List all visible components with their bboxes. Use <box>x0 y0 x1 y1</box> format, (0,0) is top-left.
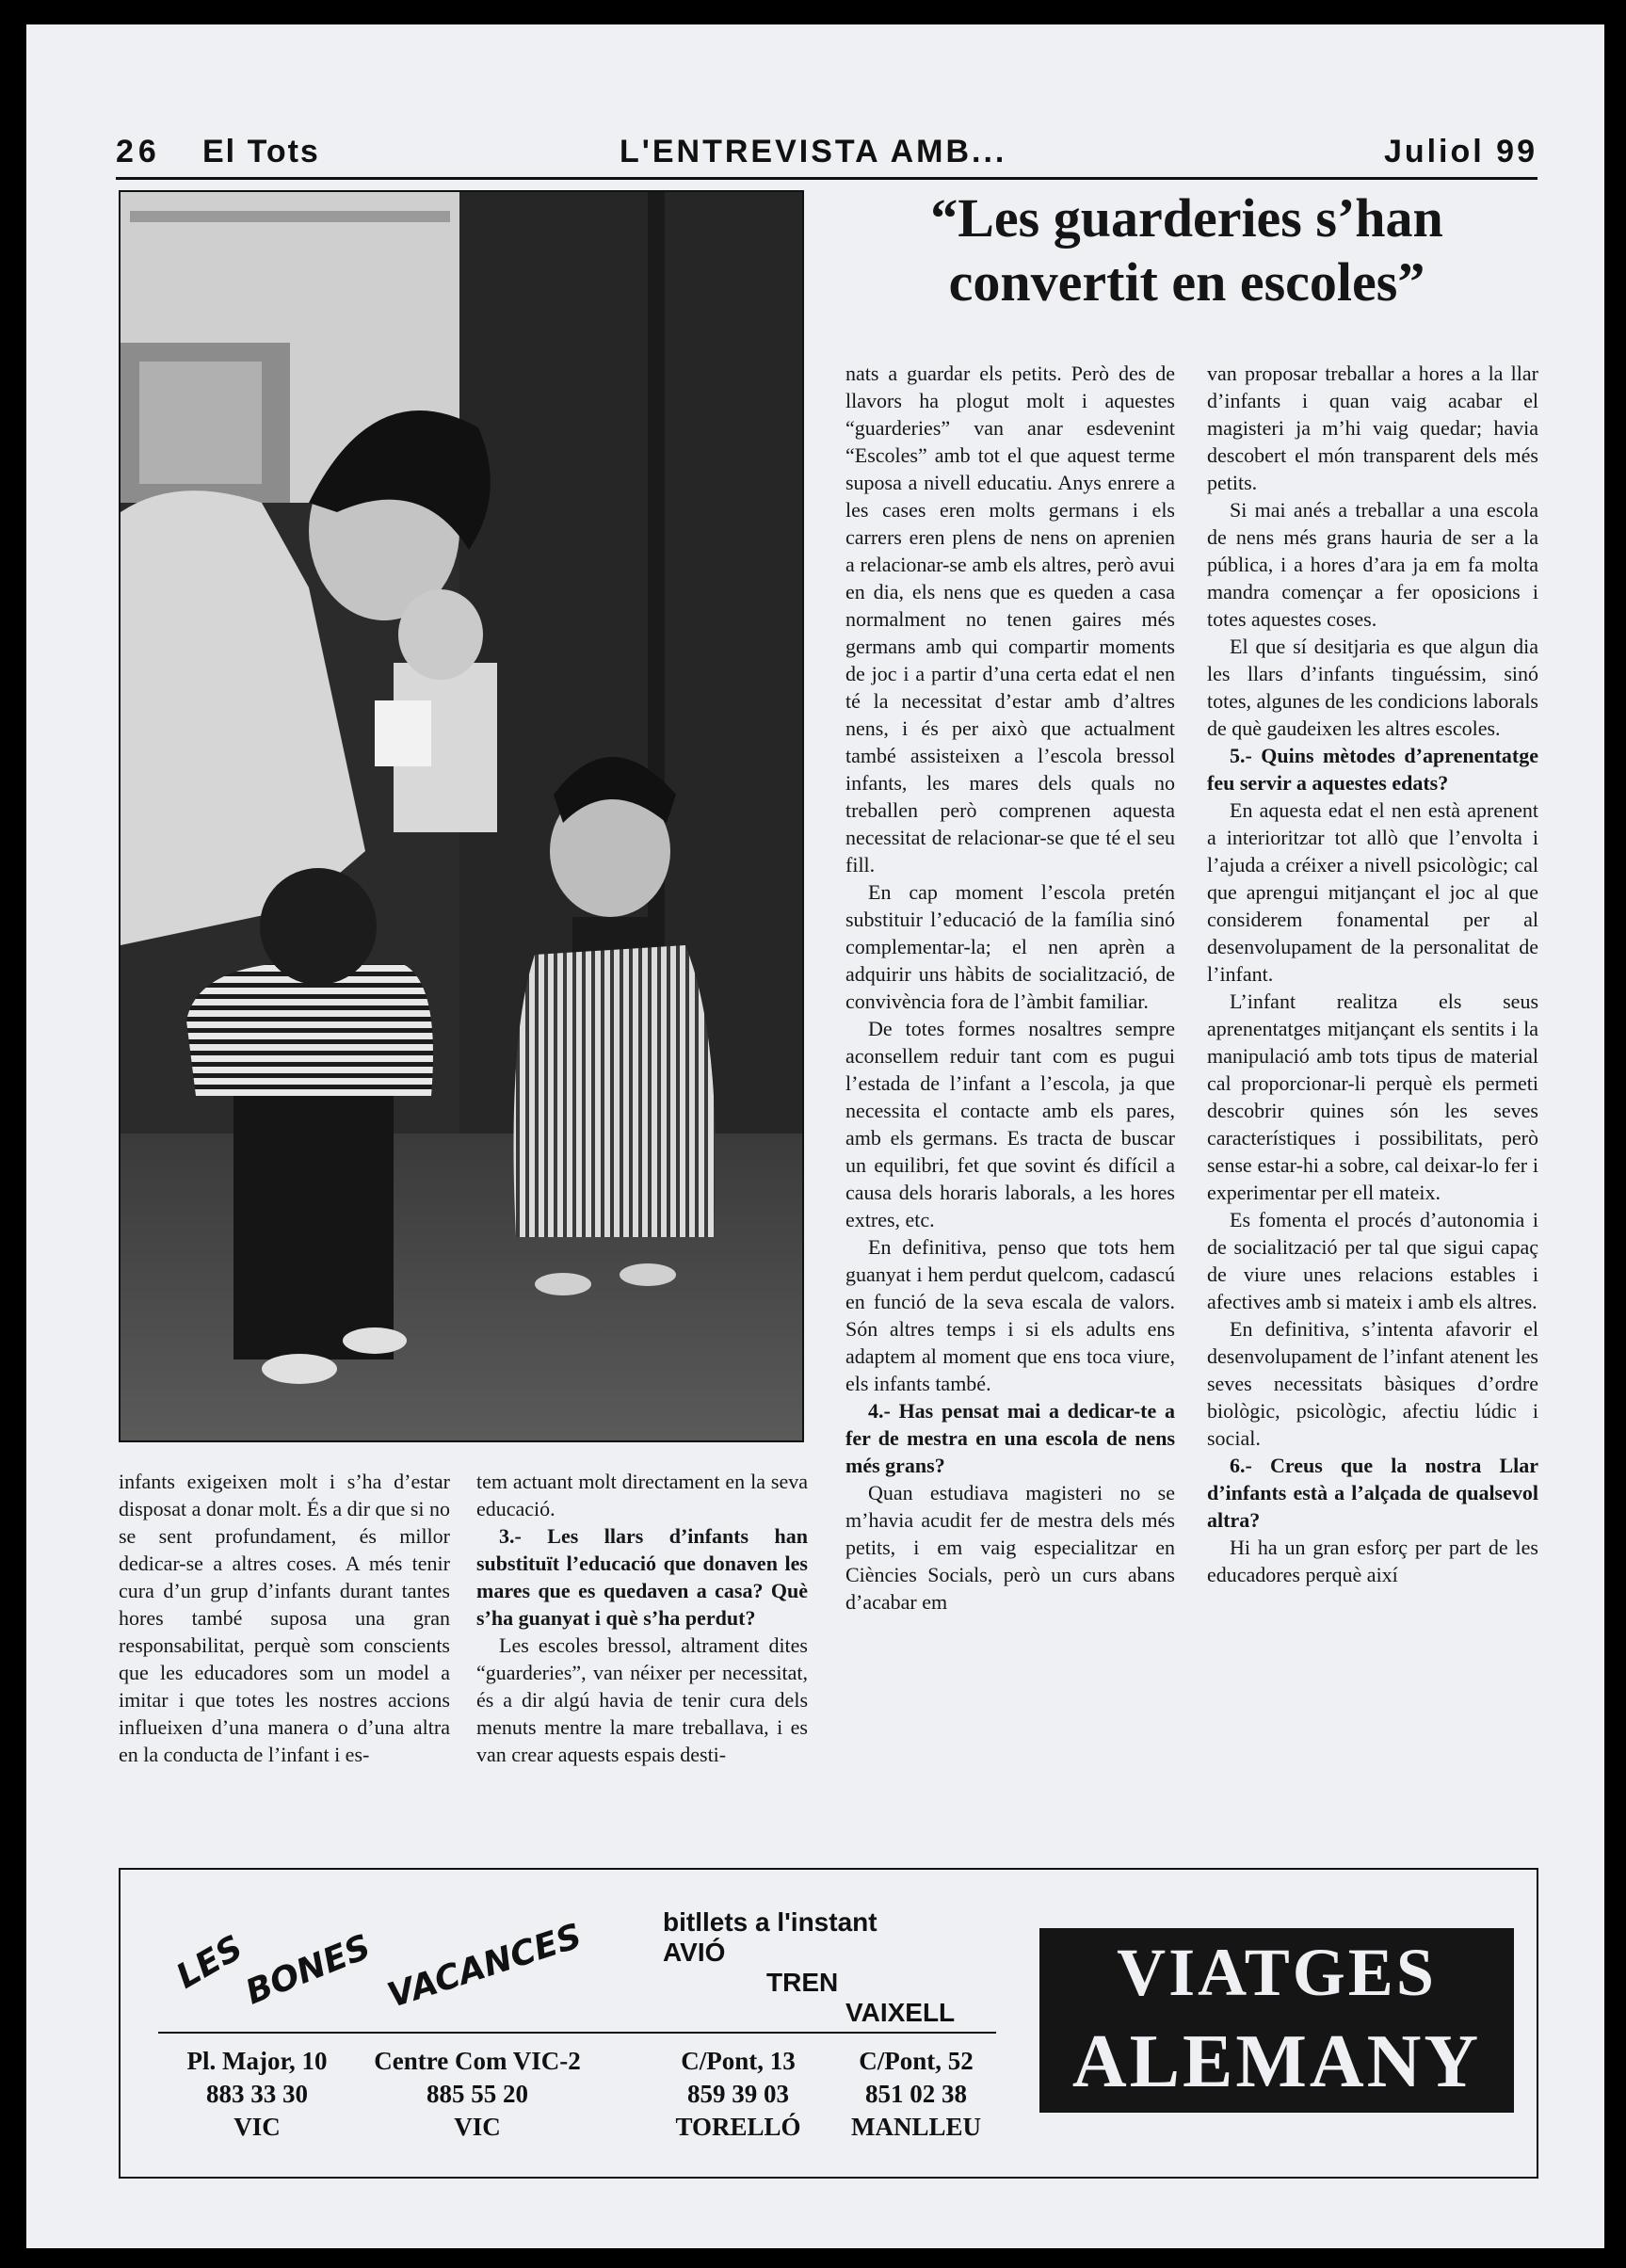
ad-tickets-line: bitllets a l'instant <box>663 1907 877 1937</box>
issue-date: Juliol 99 <box>1383 134 1537 169</box>
column-paragraph: En aquesta edat el nen està aprenent a interioritzar tot allò que l’envolta i l’ajuda a créixer a nivell psicològic; cal que aprengui mitjançant el joc al que considerem fonamental per al desenvolupament de la personalitat de l’infant. <box>1207 798 1538 986</box>
office-town: MANLLEU <box>850 2113 981 2141</box>
office-phone: 851 02 38 <box>865 2080 967 2108</box>
interview-question-5: 5.- Quins mètodes d’aprenentatge feu servir a aquestes edats? <box>1207 744 1538 795</box>
office-address: Centre Com VIC-2 <box>374 2047 581 2075</box>
office-town: VIC <box>233 2113 281 2141</box>
column-paragraph: Les escoles bressol, altrament dites “guarderies”, van néixer per necessitat, és a dir algú havia de tenir cura dels menuts mentre la mare treballava, i es van crear aquests espais desti- <box>476 1633 808 1766</box>
column-paragraph: De totes formes nosaltres sempre aconsellem reduir tant com es pugui l’estada de l’infant a l’escola, ja que necessita el contacte amb els pares, amb els germans. Es tracta de buscar un equilibri, fet que sovint és difícil a causa dels horaris laborals, a les hores extres, etc. <box>845 1017 1175 1231</box>
column-paragraph: L’infant realitza els seus aprenentatges mitjançant els sentits i la manipulació amb tots tipus de material cal proporcionar-li perquè els permeti descobrir quines són les seves característiques i possibilitats, però sense estar-hi a sobre, cal deixar-lo fer i experimentar per ell mateix. <box>1207 989 1538 1204</box>
office-manlleu <box>836 2045 996 2144</box>
publication-name: El Tots <box>202 134 320 169</box>
office-phone: 859 39 03 <box>687 2080 789 2108</box>
office-torello <box>663 2045 813 2144</box>
office-address: C/Pont, 13 <box>681 2047 796 2075</box>
column-paragraph: Hi ha un gran esforç per part de les educadores perquè així <box>1207 1536 1538 1586</box>
office-town: TORELLÓ <box>675 2113 801 2141</box>
office-vic-placa <box>158 2045 356 2144</box>
agency-logo-line-2: ALEMANY <box>1071 2020 1482 2103</box>
article-column-2 <box>476 1468 808 1844</box>
column-paragraph: En cap moment l’escola pretén substituir l’educació de la família sinó complementar-la; el nen aprèn a adquirir uns hàbits de socialització, de convivència fora de l’àmbit familiar. <box>845 880 1175 1013</box>
headline-line-1: “Les guarderies s’han <box>930 187 1443 249</box>
ad-transport-plane: AVIÓ <box>663 1938 726 1967</box>
agency-logo <box>1039 1928 1514 2113</box>
page-header <box>116 111 1537 180</box>
column-paragraph: van proposar treballar a hores a la llar d’infants i quan vaig acabar el magisteri ja m’hi vaig quedar; havia descobert el món transparent dels més petits. <box>1207 362 1538 494</box>
ad-transport-ship: VAIXELL <box>845 1998 956 2027</box>
interview-question-3: 3.- Les llars d’infants han substituït l’educació que donaven les mares que es quedaven a casa? Què s’ha guanyat i què s’ha perdut? <box>476 1524 808 1630</box>
ad-transport-train: TREN <box>766 1968 839 1997</box>
interview-question-4: 4.- Has pensat mai a dedicar-te a fer de mestra en una escola de nens més grans? <box>845 1399 1175 1477</box>
column-paragraph: En definitiva, penso que tots hem guanyat i hem perdut quelcom, cadascú en funció de la seva escala de valors. Són altres temps i si els adults ens adaptem al moment que ens toca viure, els infants també. <box>845 1235 1175 1395</box>
ad-brand-word-1: LES <box>169 1928 250 1997</box>
column-paragraph: Quan estudiava magisteri no se m’havia acudit fer de mestra dels més petits, i em vaig especialitzar en Ciències Socials, però un curs abans d’acabar em <box>845 1481 1175 1614</box>
ad-brand-word-2: BONES <box>240 1927 377 2013</box>
article-column-3 <box>845 360 1175 1847</box>
column-paragraph: En definitiva, s’intenta afavorir el desenvolupament de l’infant atenent les seves necessitats bàsiques d’ordre biològic, psicològic, afectiu lúdic i social. <box>1207 1317 1538 1450</box>
office-address: C/Pont, 52 <box>859 2047 974 2075</box>
office-town: VIC <box>454 2113 501 2141</box>
article-column-1 <box>119 1468 450 1844</box>
article-headline <box>836 186 1537 314</box>
page-number: 26 <box>116 134 161 169</box>
photo-illustration <box>121 192 802 1440</box>
travel-advertisement <box>119 1868 1538 2179</box>
office-vic-centre <box>350 2045 604 2144</box>
agency-logo-line-1: VIATGES <box>1117 1935 1437 2010</box>
section-title: L'ENTREVISTA AMB... <box>620 134 1007 169</box>
interview-question-6: 6.- Creus que la nostra Llar d’infants està a l’alçada de qualsevol altra? <box>1207 1454 1538 1532</box>
newspaper-page <box>26 24 1604 2248</box>
office-phone: 883 33 30 <box>206 2080 308 2108</box>
column-paragraph: El que sí desitjaria es que algun dia les llars d’infants tinguéssim, sinó totes, algunes de les condicions laborals de què gaudeixen les altres escoles. <box>1207 635 1538 740</box>
column-paragraph: nats a guardar els petits. Però des de llavors ha plogut molt i aquestes “guarderies” van anar esdevenint “Escoles” amb tot el que aquest terme suposa a nivell educatiu. Anys enrere a les cases eren molts germans i els carrers eren plens de nens on aprenien a relacionar-se amb els altres, però avui en dia, els nens que es queden a casa normalment no tenen gaires més germans amb qui compartir moments de joc i a partir d’una certa edat el nen té la necessitat d’estar amb d’altres nens, i és per això que actualment també assisteixen a l’escola bressol infants, les mares dels quals no treballen però comprenen aquesta necessitat de relacionar-se que té el seu fill. <box>845 362 1175 877</box>
column-paragraph: Si mai anés a treballar a una escola de nens més grans hauria de ser a la pública, i a hores d’ara ja em fa molta mandra començar a fer oposicions i totes aquestes coses. <box>1207 498 1538 631</box>
headline-line-2: convertit en escoles” <box>948 251 1425 313</box>
ad-divider <box>158 2032 996 2034</box>
column-paragraph: Es fomenta el procés d’autonomia i de socialització per tal que sigui capaç de viure unes relacions estables i afectives amb si mateix i amb els altres. <box>1207 1208 1538 1313</box>
column-paragraph: tem actuant molt directament en la seva educació. <box>476 1470 808 1520</box>
office-address: Pl. Major, 10 <box>186 2047 328 2075</box>
office-phone: 885 55 20 <box>427 2080 528 2108</box>
column-paragraph: infants exigeixen molt i s’ha d’estar disposat a donar molt. És a dir que si no se sent profundament, és millor dedicar-se a altres coses. A més tenir cura d’un grup d’infants durant tantes hores també suposa una gran responsabilitat, perquè som conscients que les educadores som un model a imitar i que totes les nostres accions influeixen d’una manera o d’una altra en la conducta de l’infant i es- <box>119 1470 450 1766</box>
article-column-4 <box>1207 360 1538 1847</box>
article-photo <box>119 190 804 1442</box>
ad-brand-word-3: VACANCES <box>382 1917 587 2016</box>
